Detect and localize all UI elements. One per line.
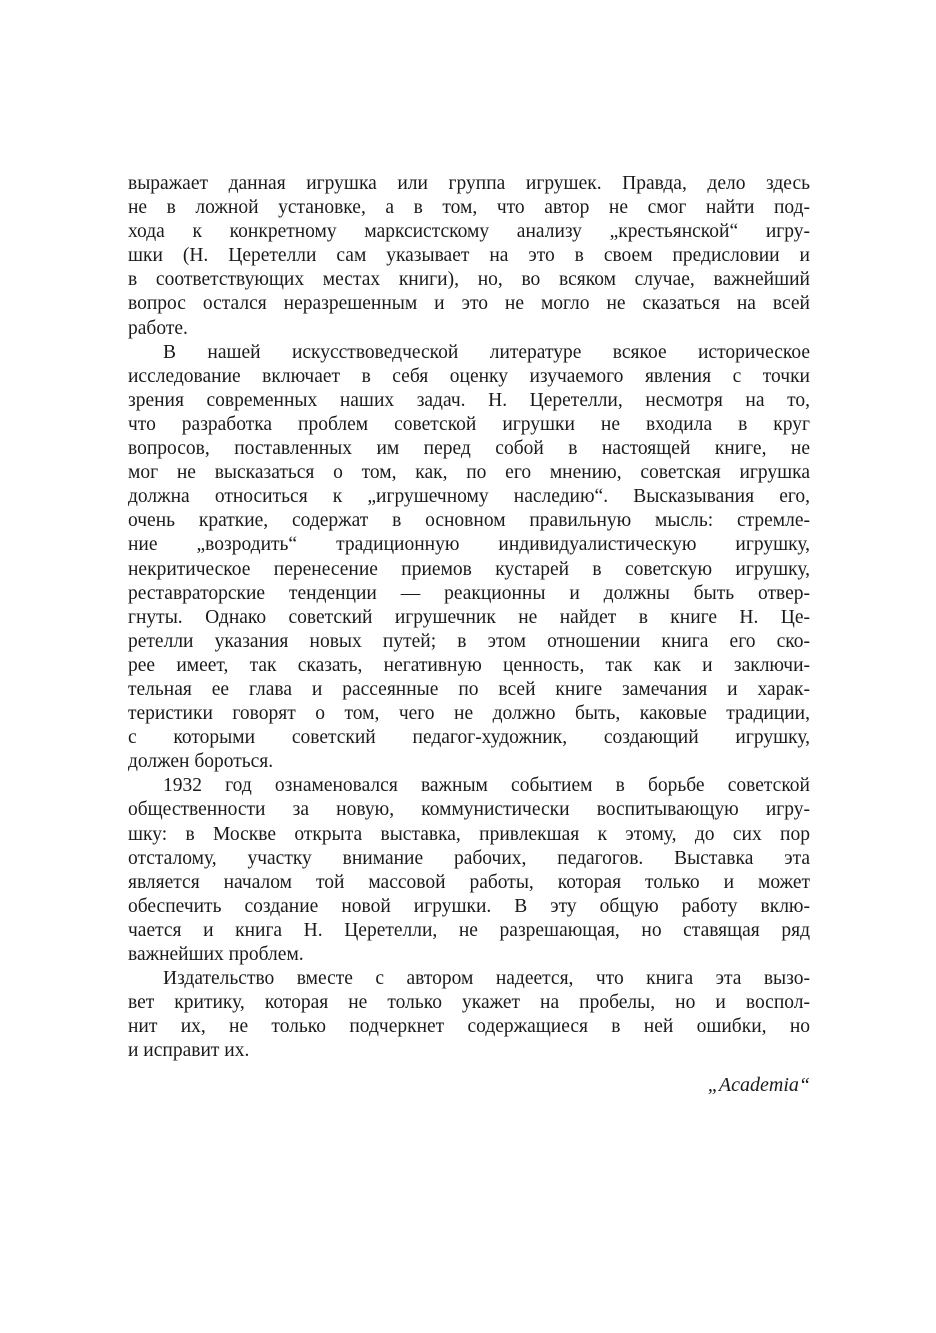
text-line: вопросов, поставленных им перед собой в настоящей книге, не: [128, 438, 810, 460]
text-line: очень краткие, содержат в основном правильную мысль: стремле-: [128, 510, 810, 532]
text-line: шки (Н. Церетелли сам указывает на это в своем предисловии и: [128, 245, 810, 267]
text-line: ретелли указания новых путей; в этом отношении книга его ско-: [128, 630, 810, 652]
text-line: рее имеет, так сказать, негативную ценность, так как и заключи-: [128, 654, 810, 676]
paragraph-1: [128, 172, 810, 341]
text-line: ние „возродить“ традиционную индивидуалистическую игрушку,: [128, 534, 810, 556]
text-line: Издательство вместе с автором надеется, что книга эта вызо-: [163, 968, 810, 990]
text-line: и исправит их.: [128, 1040, 250, 1062]
paragraph-3: [128, 774, 810, 967]
paragraph-4: [128, 967, 810, 1063]
text-line: исследование включает в себя оценку изучаемого явления с точки: [128, 365, 810, 387]
text-line: отсталому, участку внимание рабочих, педагогов. Выставка эта: [128, 847, 810, 869]
text-line: с которыми советский педагог-художник, создающий игрушку,: [128, 727, 810, 749]
text-line: В нашей искусствоведческой литературе всякое историческое: [163, 341, 810, 363]
paragraph-2: [128, 341, 810, 775]
text-line: общественности за новую, коммунистически воспитывающую игру-: [128, 799, 810, 821]
text-line: вопрос остался неразрешенным и это не могло не сказаться на всей: [128, 293, 810, 315]
text-line: что разработка проблем советской игрушки не входила в круг: [128, 413, 810, 435]
text-line: шку: в Москве открыта выставка, привлекшая к этому, до сих пор: [128, 823, 810, 845]
text-line: хода к конкретному марксистскому анализу „крестьянской“ игру-: [128, 221, 810, 243]
text-line: зрения современных наших задач. Н. Церетелли, несмотря на то,: [128, 389, 810, 411]
text-line: важнейших проблем.: [128, 944, 304, 965]
text-line: гнуты. Однако советский игрушечник не найдет в книге Н. Це-: [128, 606, 810, 628]
text-line: 1932 год ознаменовался важным событием в борьбе советской: [163, 775, 810, 797]
document-body: [128, 172, 810, 1063]
text-line: теристики говорят о том, чего не должно быть, каковые традиции,: [128, 703, 810, 725]
text-line: нит их, не только подчеркнет содержащиеся в ней ошибки, но: [128, 1016, 810, 1038]
text-line: тельная ее глава и рассеянные по всей книге замечания и харак-: [128, 678, 810, 700]
text-line: обеспечить создание новой игрушки. В эту общую работу вклю-: [128, 895, 810, 917]
text-line: в соответствующих местах книги), но, во всяком случае, важнейший: [128, 269, 810, 291]
text-line: должна относиться к „игрушечному наследию“. Высказывания его,: [128, 486, 810, 508]
text-line: чается и книга Н. Церетелли, не разрешающая, но ставящая ряд: [128, 919, 810, 941]
text-line: является началом той массовой работы, которая только и может: [128, 871, 810, 893]
text-line: работе.: [128, 317, 188, 339]
text-line: некритическое перенесение приемов кустарей в советскую игрушку,: [128, 558, 810, 580]
text-line: мог не высказаться о том, как, по его мнению, советская игрушка: [128, 462, 810, 484]
text-line: реставраторские тенденции — реакционны и должны быть отвер-: [128, 582, 810, 604]
text-line: должен бороться.: [128, 751, 274, 773]
text-line: не в ложной установке, а в том, что автор не смог найти под-: [128, 197, 810, 219]
text-line: вет критику, которая не только укажет на пробелы, но и воспол-: [128, 992, 810, 1014]
publisher-signature: „Academia“: [707, 1074, 810, 1096]
text-line: выражает данная игрушка или группа игрушек. Правда, дело здесь: [128, 173, 810, 194]
